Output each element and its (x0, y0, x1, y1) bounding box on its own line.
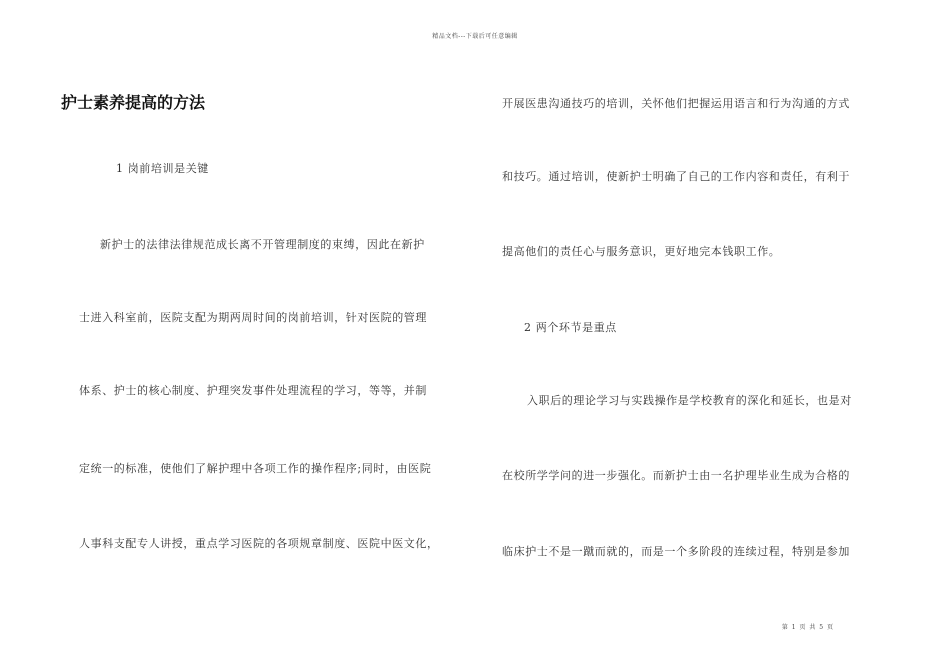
paragraph-line: 士进入科室前，医院支配为期两周时间的岗前培训，针对医院的管理 (79, 311, 427, 324)
paragraph-line: 临床护士不是一蹴而就的，而是一个多阶段的连续过程，特别是参加 (502, 545, 850, 558)
page-number: 第 1 页 共 5 页 (781, 624, 834, 631)
paragraph-line: 在校所学学问的进一步强化。而新护士由一名护理毕业生成为合格的 (502, 469, 850, 482)
paragraph-line: 人事科支配专人讲授，重点学习医院的各项规章制度、医院中医文化， (79, 537, 439, 550)
paragraph-line: 提高他们的责任心与服务意识，更好地完本钱职工作。 (502, 245, 781, 258)
section-heading-2: 2 两个环节是重点 (524, 321, 617, 334)
paragraph-line: 体系、护士的核心制度、护理突发事件处理流程的学习，等等，并制 (79, 384, 427, 397)
paragraph-line: 新护士的法律法律规范成长离不开管理制度的束缚，因此在新护 (100, 238, 425, 251)
document-title: 护士素养提高的方法 (61, 93, 206, 112)
section-heading-1: 1 岗前培训是关键 (116, 162, 209, 175)
paragraph-line: 和技巧。通过培训，使新护士明确了自己的工作内容和责任，有利于 (502, 170, 850, 183)
paragraph-line: 开展医患沟通技巧的培训，关怀他们把握运用语言和行为沟通的方式 (502, 97, 850, 110)
paragraph-line: 定统一的标准，使他们了解护理中各项工作的操作程序;同时，由医院 (79, 462, 432, 475)
page-header: 精品文档---下载后可任意编辑 (432, 33, 518, 40)
paragraph-line: 入职后的理论学习与实践操作是学校教育的深化和延长，也是对 (527, 394, 852, 407)
